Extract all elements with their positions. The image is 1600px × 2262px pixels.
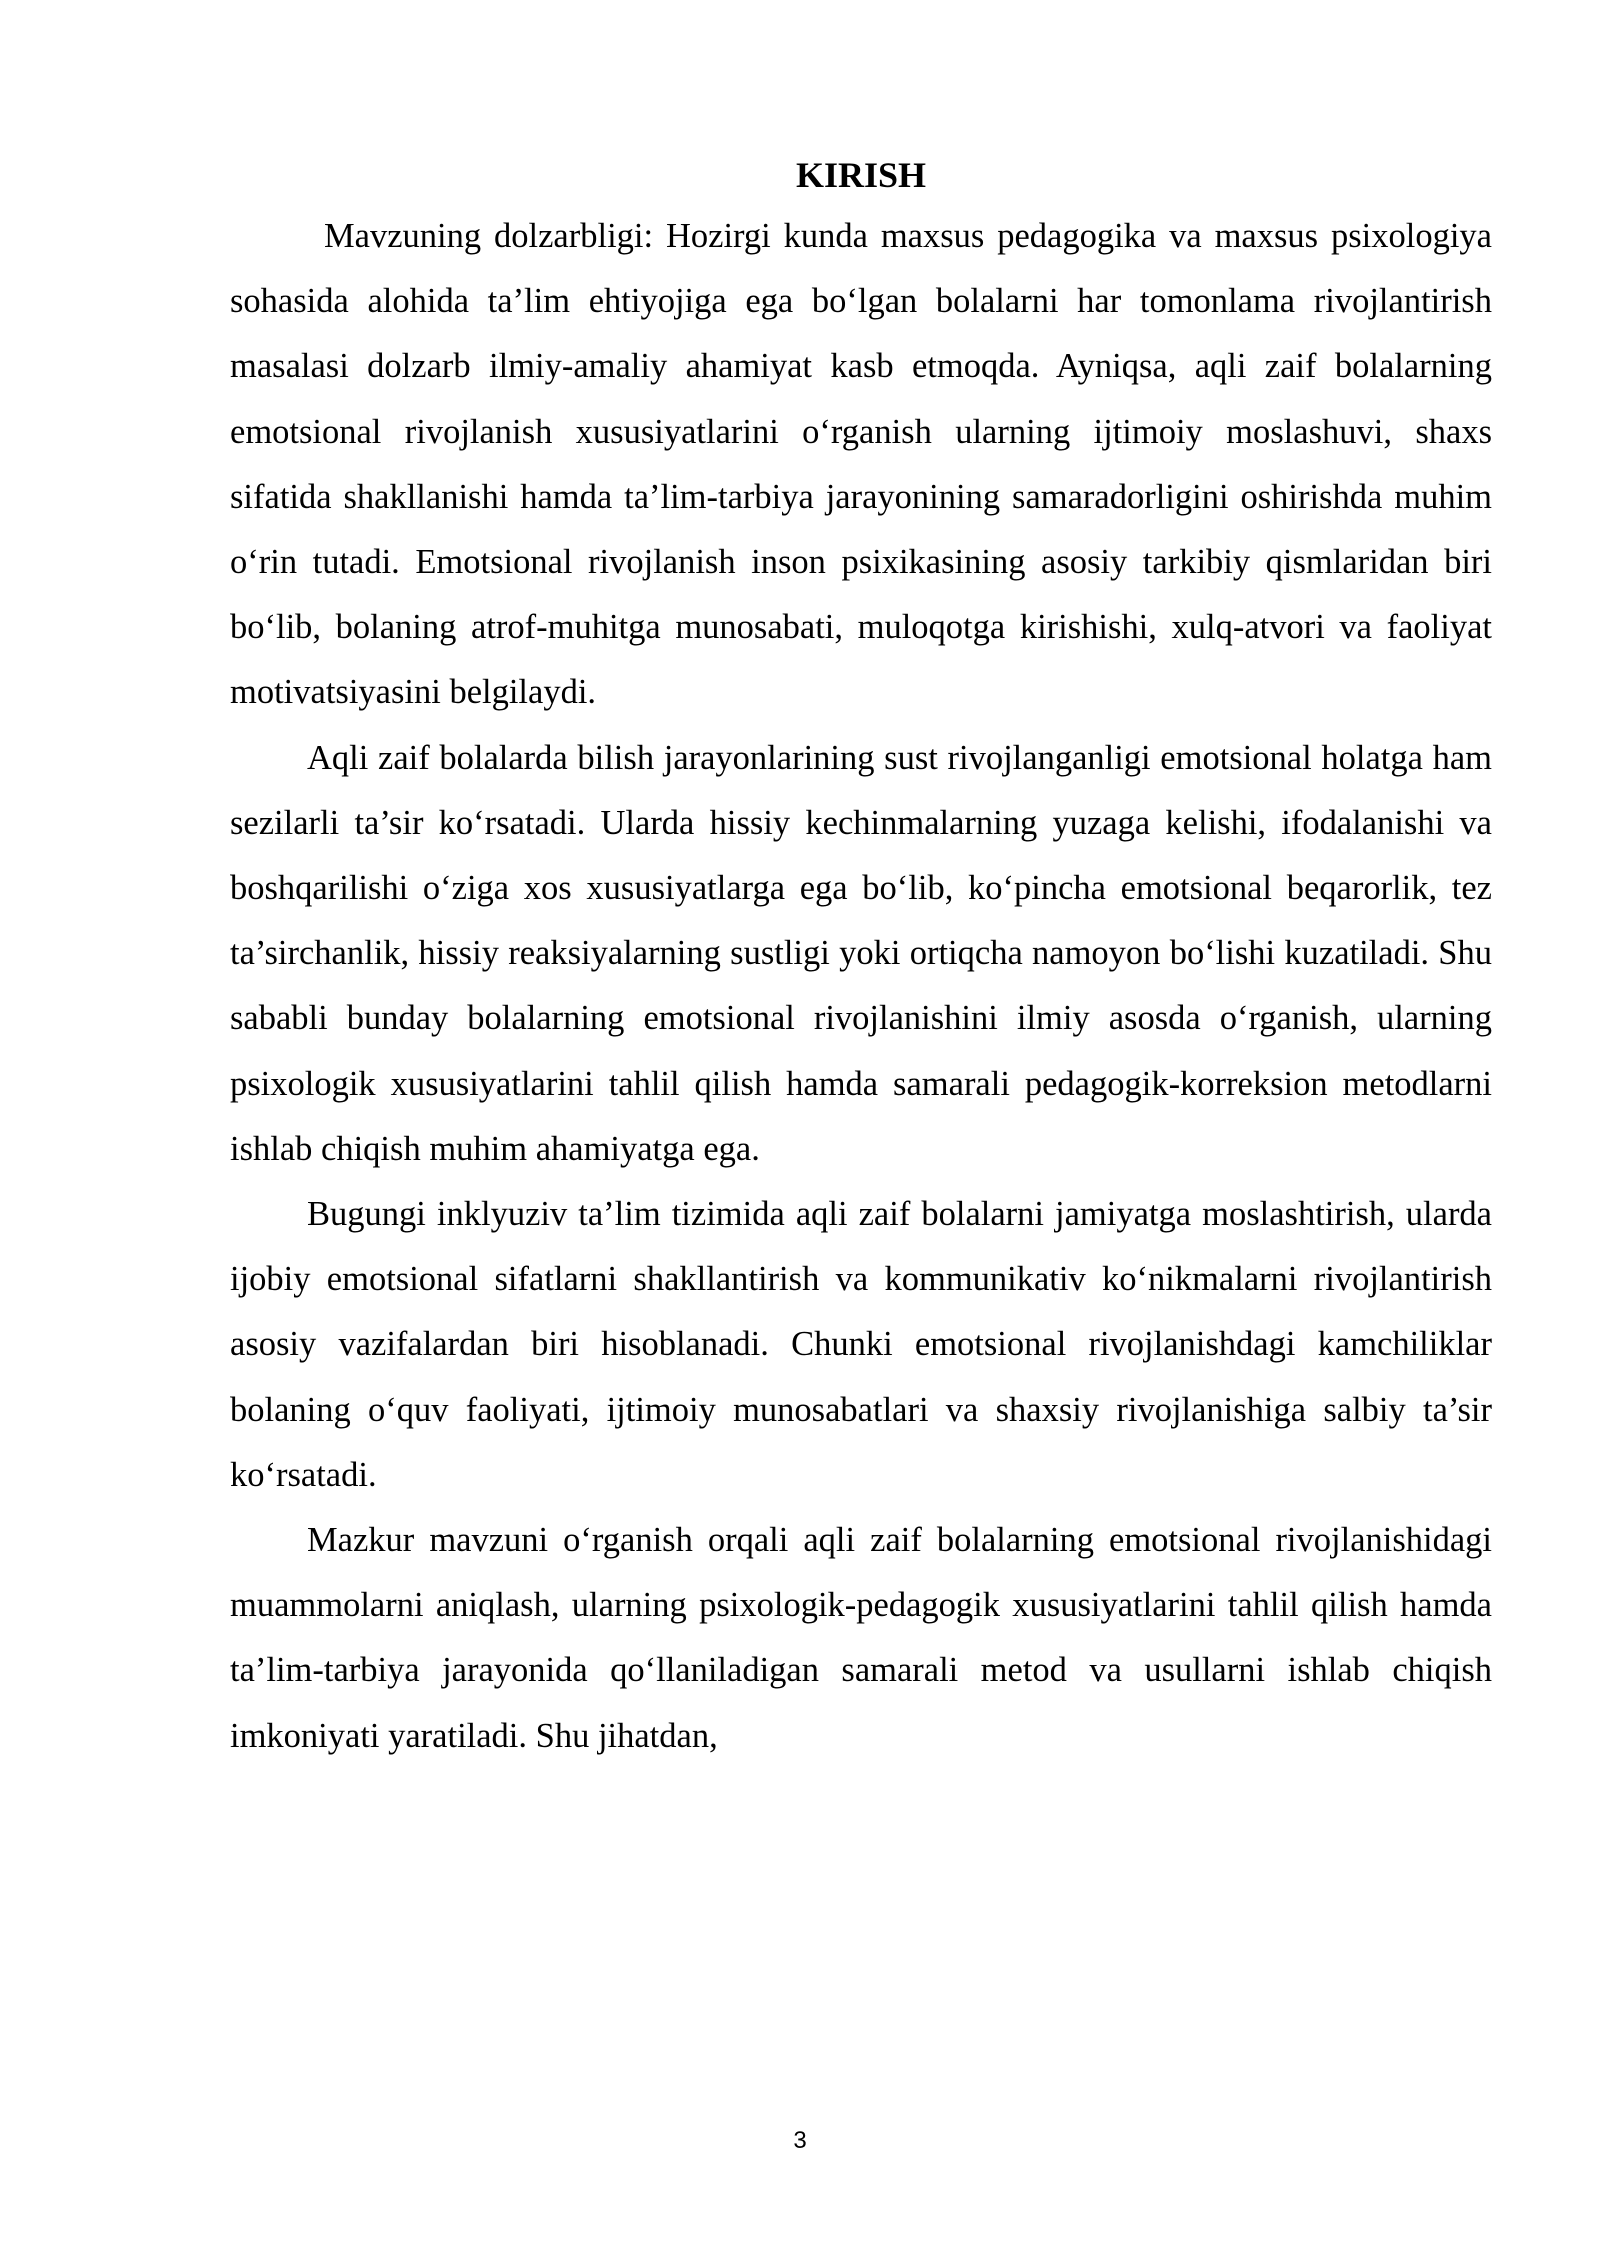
- page-number: 3: [793, 2127, 807, 2154]
- document-page: [230, 150, 1492, 1769]
- paragraph-cognitive-processes: Aqli zaif bolalarda bilish jarayonlarining sust rivojlanganligi emotsional holatga ham sezilarli ta’sir ko‘rsatadi. Ularda hissiy kechinmalarning yuzaga kelishi, ifodalanishi va boshqarilishi o‘ziga xos xususiyatlarga ega bo‘lib, ko‘pincha emotsional beqarorlik, tez ta’sirchanlik, hissiy reaksiyalarning sustligi yoki ortiqcha namoyon bo‘lishi kuzatiladi. Shu sababli bunday bolalarning emotsional rivojlanishini ilmiy asosda o‘rganish, ularning psixologik xususiyatlarini tahlil qilish hamda samarali pedagogik-korreksion metodlarni ishlab chiqish muhim ahamiyatga ega.: [230, 738, 1492, 1168]
- paragraph-study-purpose: Mazkur mavzuni o‘rganish orqali aqli zaif bolalarning emotsional rivojlanishidagi muammolarni aniqlash, ularning psixologik-pedagogik xususiyatlarini tahlil qilish hamda ta’lim-tarbiya jarayonida qo‘llaniladigan samarali metod va usullarni ishlab chiqish imkoniyati yaratiladi. Shu jihatdan,: [230, 1521, 1492, 1755]
- paragraph-relevance: Mavzuning dolzarbligi: Hozirgi kunda maxsus pedagogika va maxsus psixologiya sohasida alohida ta’lim ehtiyojiga ega bo‘lgan bolalarni har tomonlama rivojlantirish masalasi dolzarb ilmiy-amaliy ahamiyat kasb etmoqda. Ayniqsa, aqli zaif bolalarning emotsional rivojlanish xususiyatlarini o‘rganish ularning ijtimoiy moslashuvi, shaxs sifatida shakllanishi hamda ta’lim-tarbiya jarayonining samaradorligini oshirishda muhim o‘rin tutadi. Emotsional rivojlanish inson psixikasining asosiy tarkibiy qismlaridan biri bo‘lib, bolaning atrof-muhitga munosabati, muloqotga kirishishi, xulq-atvori va faoliyat motivatsiyasini belgilaydi.: [230, 217, 1492, 712]
- section-title: KIRISH: [795, 155, 927, 195]
- paragraph-inclusive-education: Bugungi inklyuziv ta’lim tizimida aqli zaif bolalarni jamiyatga moslashtirish, ularda ijobiy emotsional sifatlarni shakllantirish va kommunikativ ko‘nikmalarni rivojlantirish asosiy vazifalardan biri hisoblanadi. Chunki emotsional rivojlanishdagi kamchiliklar bolaning o‘quv faoliyati, ijtimoiy munosabatlari va shaxsiy rivojlanishiga salbiy ta’sir ko‘rsatadi.: [230, 1195, 1492, 1494]
